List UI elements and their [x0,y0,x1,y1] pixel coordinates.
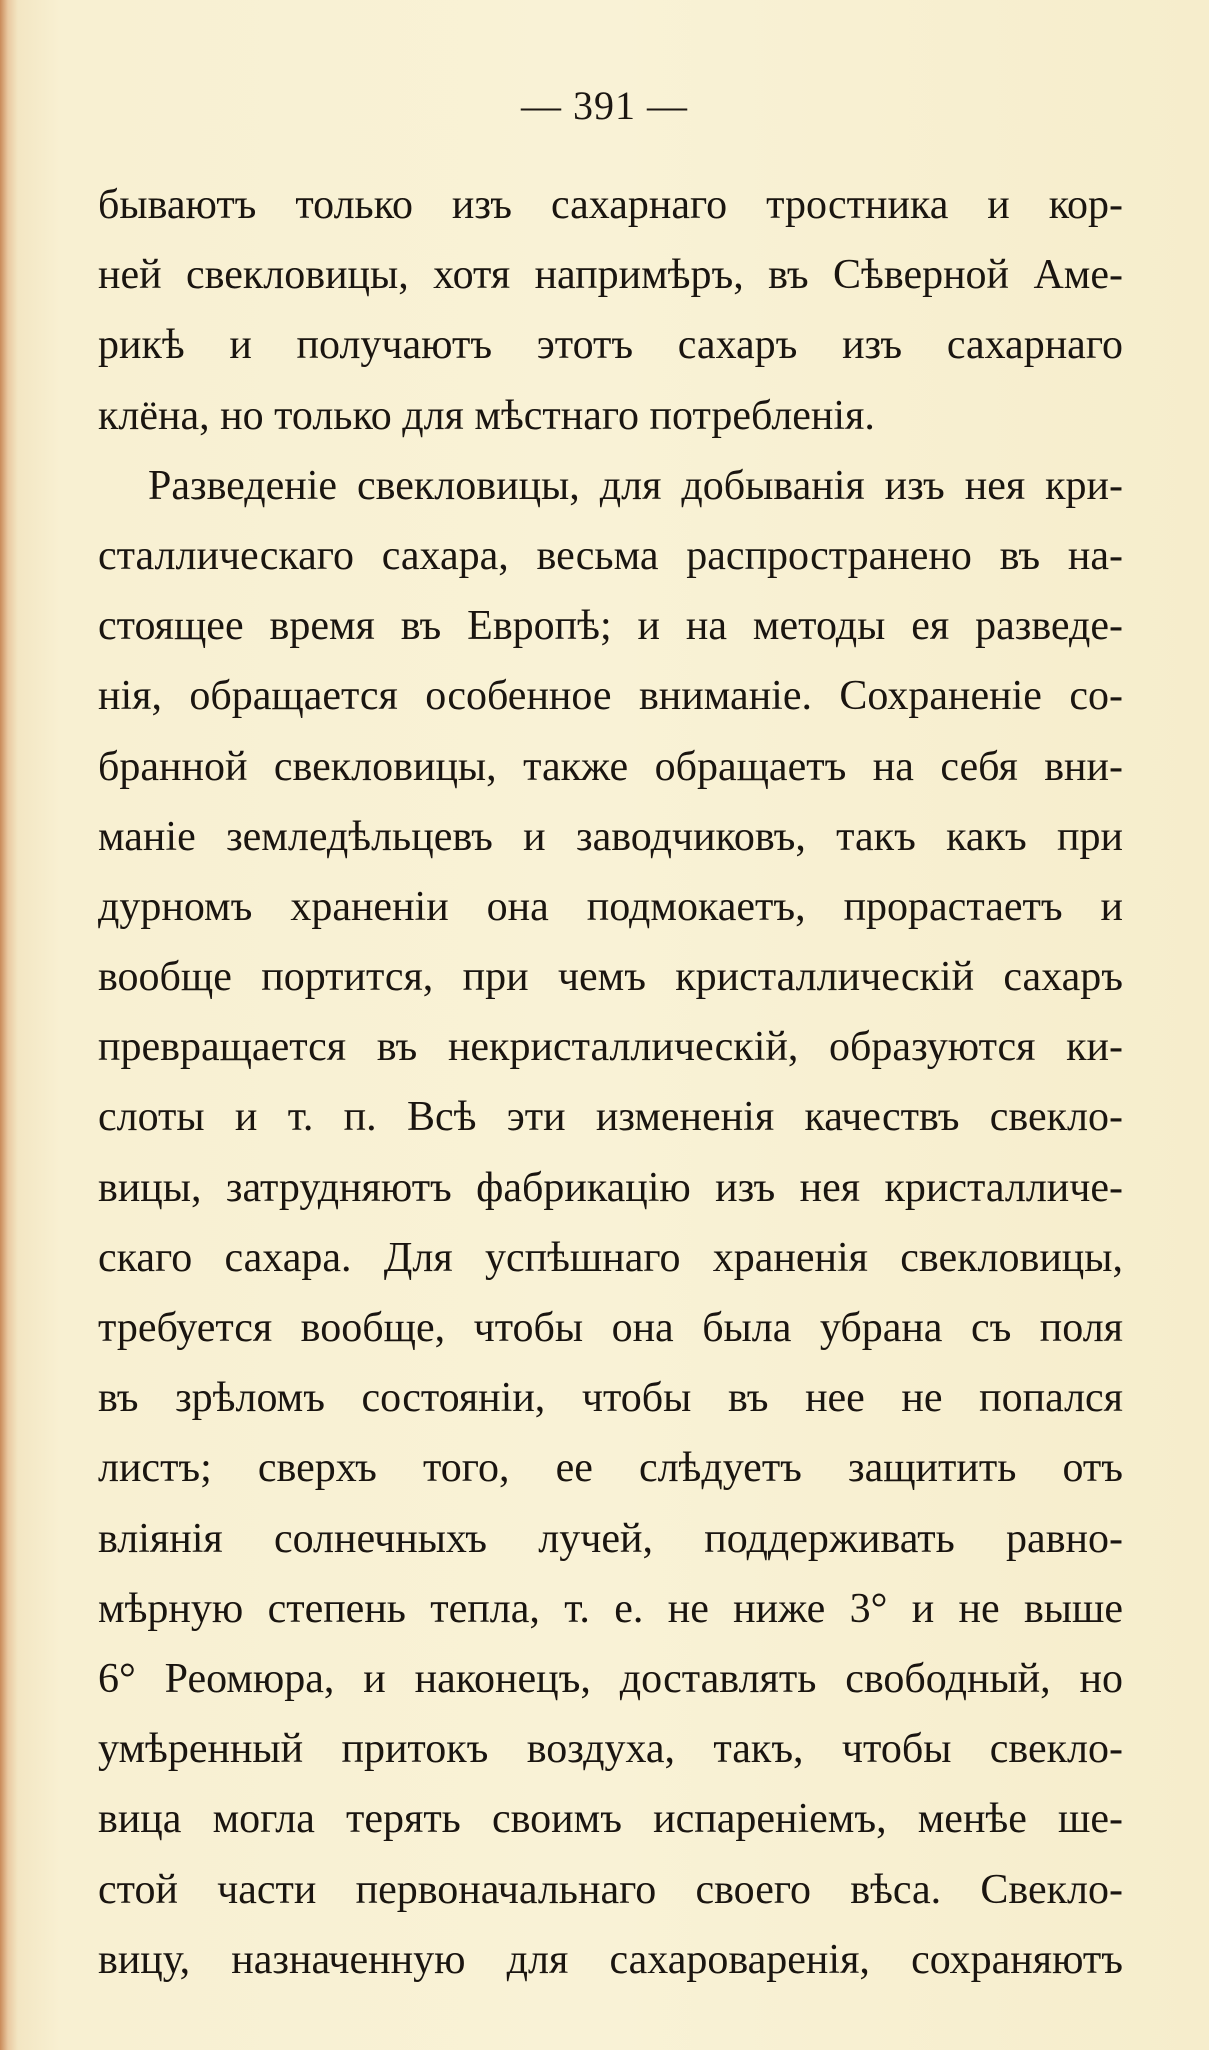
text-line: 6° Реомюра, и наконецъ, доставлять свободный, но [98,1655,1123,1702]
text-line: маніе земледѣльцевъ и заводчиковъ, такъ какъ при [98,813,1123,860]
text-line: бываютъ только изъ сахарнаго тростника и кор- [98,182,1123,228]
text-line: слоты и т. п. Всѣ эти измененія качествъ свекло- [98,1094,1123,1141]
text-line: Разведеніе свекловицы, для добыванія изъ нея кри- [148,462,1123,509]
text-line: клёна, но только для мѣстнаго потребленія. [98,392,875,439]
text-line: стой части первоначальнаго своего вѣса. Свекло- [98,1866,1123,1913]
text-line: нія, обращается особенное вниманіе. Сохраненіе со- [98,673,1123,720]
text-line: сталлическаго сахара, весьма распространено въ на- [98,532,1123,579]
text-line: требуется вообще, чтобы она была убрана съ поля [98,1305,1123,1351]
text-line: превращается въ некристаллическій, образуются ки- [98,1024,1123,1071]
text-line: вообще портится, при чемъ кристаллическій сахаръ [98,954,1123,1001]
text-line: вица могла терять своимъ испареніемъ, менѣе ше- [98,1796,1123,1843]
text-line: ней свекловицы, хотя напримѣръ, въ Сѣверной Аме- [98,252,1123,299]
text-line: вліянія солнечныхъ лучей, поддерживать равно- [98,1515,1123,1562]
text-line: скаго сахара. Для успѣшнаго храненія свекловицы, [98,1234,1123,1281]
body-text [98,170,1123,1995]
text-line: дурномъ храненіи она подмокаетъ, прорастаетъ и [98,883,1123,930]
text-line: листъ; сверхъ того, ее слѣдуетъ защитить отъ [98,1445,1123,1492]
text-line: стоящее время въ Европѣ; и на методы ея разведе- [98,603,1123,650]
text-line: бранной свекловицы, также обращаетъ на себя вни- [98,743,1123,790]
text-line: вицу, назначенную для сахароваренія, сохраняютъ [98,1936,1123,1983]
text-line: рикѣ и получаютъ этотъ сахаръ изъ сахарнаго [98,322,1123,369]
text-line: мѣрную степень тепла, т. е. не ниже 3° и не выше [98,1585,1123,1632]
text-line: умѣренный притокъ воздуха, такъ, чтобы свекло- [98,1726,1123,1773]
page-number: — 391 — [521,83,688,128]
text-line: въ зрѣломъ состояніи, чтобы въ нее не попался [98,1375,1123,1422]
text-line: вицы, затрудняютъ фабрикацію изъ нея кристалличе- [98,1164,1123,1211]
